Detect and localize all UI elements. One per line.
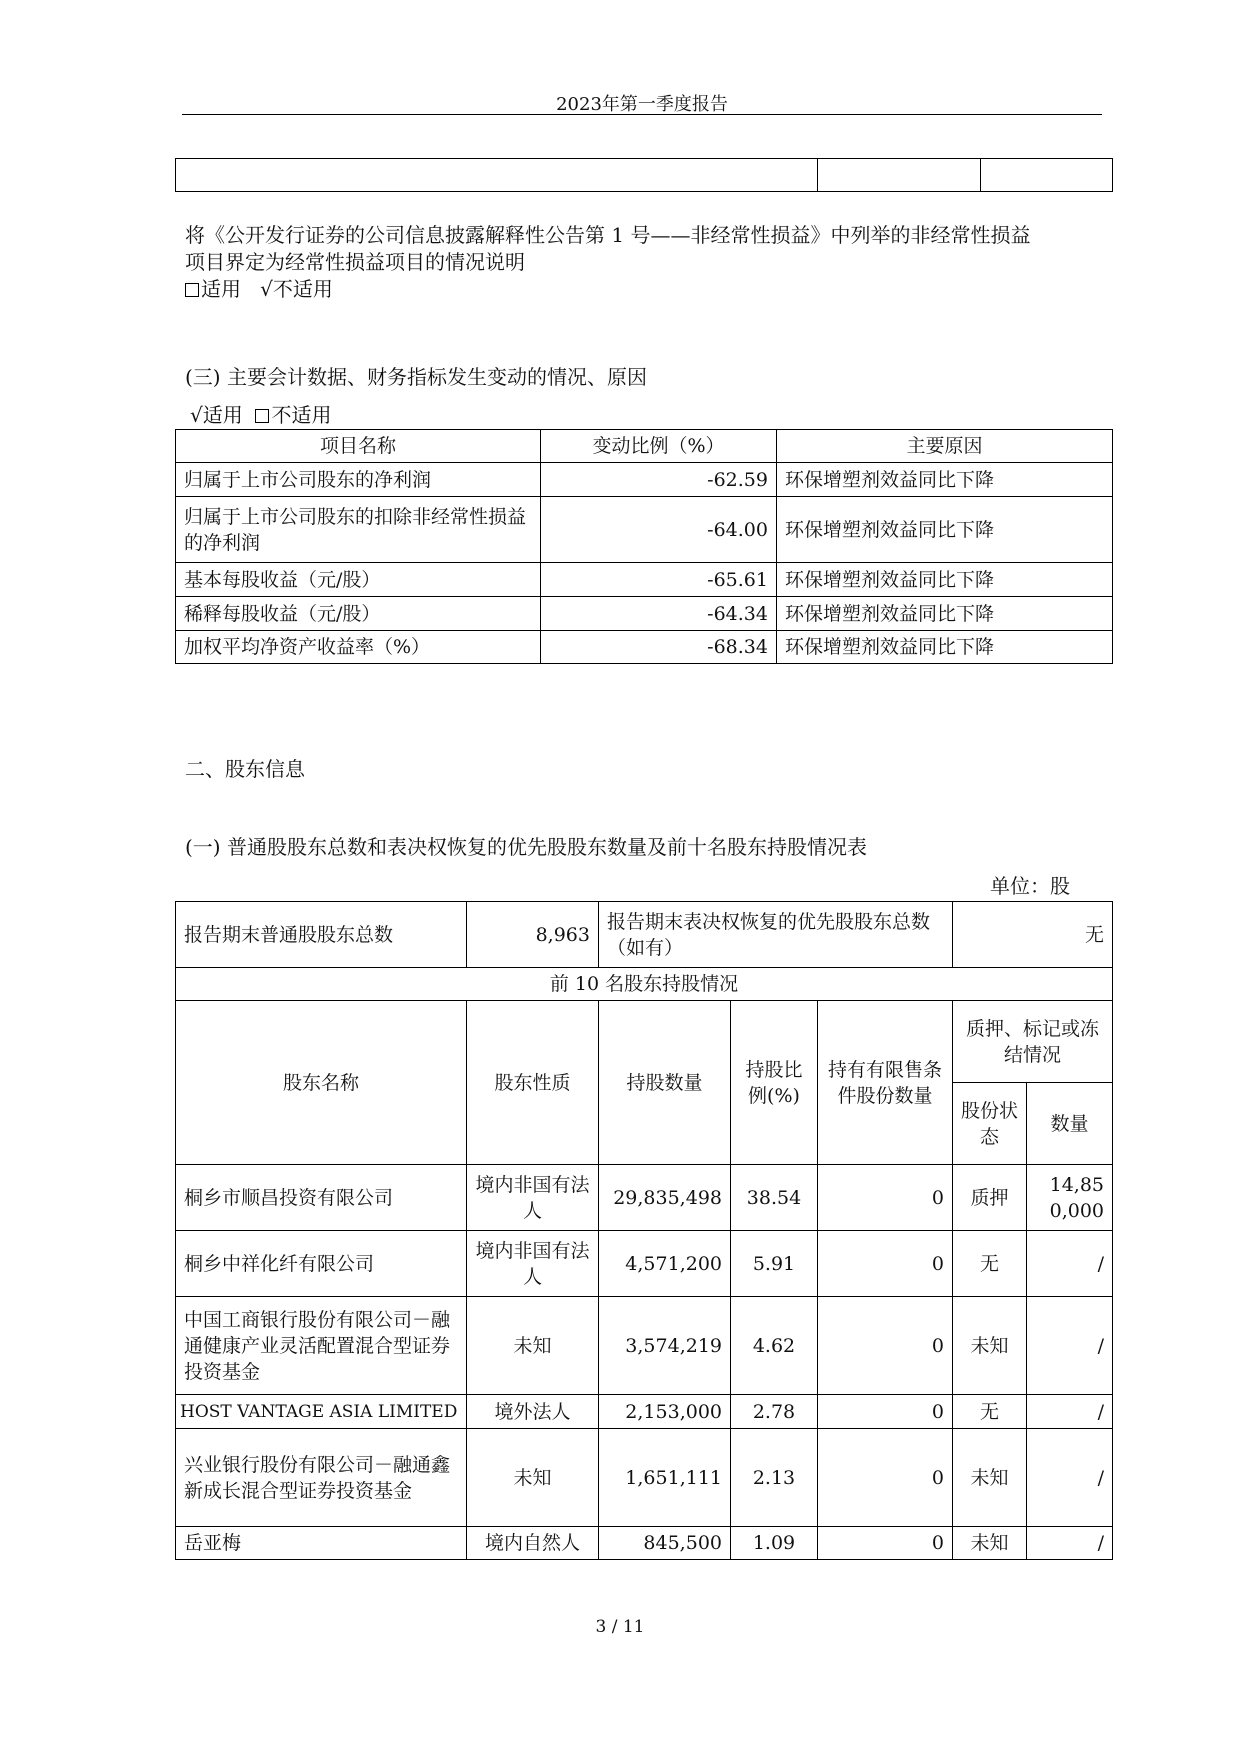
col-header-restricted: 持有有限售条件股份数量 bbox=[818, 1001, 953, 1165]
table-row bbox=[176, 463, 1113, 497]
table-row bbox=[176, 1395, 1113, 1429]
table-row bbox=[176, 1297, 1113, 1395]
holder-nature: 境内自然人 bbox=[467, 1527, 599, 1560]
preferred-holders-label: 报告期末表决权恢复的优先股股东总数（如有） bbox=[599, 902, 953, 968]
holder-nature: 未知 bbox=[467, 1429, 599, 1527]
holder-restricted: 0 bbox=[818, 1231, 953, 1297]
reason-cell: 环保增塑剂效益同比下降 bbox=[777, 631, 1113, 664]
holder-ratio: 2.13 bbox=[731, 1429, 818, 1527]
holder-nature: 未知 bbox=[467, 1297, 599, 1395]
holder-status: 未知 bbox=[953, 1429, 1027, 1527]
note-line-1: 将《公开发行证券的公司信息披露解释性公告第 1 号——非经常性损益》中列举的非经常性损益 bbox=[185, 223, 1031, 247]
col-header-ratio: 变动比例（%） bbox=[541, 430, 777, 463]
table-row bbox=[176, 1429, 1113, 1527]
reason-cell: 环保增塑剂效益同比下降 bbox=[777, 497, 1113, 563]
holder-name: 桐乡中祥化纤有限公司 bbox=[176, 1231, 467, 1297]
part2-heading: 二、股东信息 bbox=[185, 757, 305, 781]
holder-qty: / bbox=[1027, 1231, 1113, 1297]
checkbox-unchecked-icon bbox=[255, 409, 269, 423]
holder-status: 无 bbox=[953, 1231, 1027, 1297]
top10-title: 前 10 名股东持股情况 bbox=[176, 968, 1113, 1001]
holder-shares: 3,574,219 bbox=[599, 1297, 731, 1395]
table-row bbox=[176, 563, 1113, 597]
unit-label: 单位：股 bbox=[990, 874, 1070, 898]
holder-ratio: 38.54 bbox=[731, 1165, 818, 1231]
page-header: 2023年第一季度报告 bbox=[556, 94, 728, 115]
item-cell: 稀释每股收益（元/股） bbox=[176, 597, 541, 631]
holder-shares: 845,500 bbox=[599, 1527, 731, 1560]
section3-heading: (三) 主要会计数据、财务指标发生变动的情况、原因 bbox=[185, 365, 647, 389]
holder-ratio: 1.09 bbox=[731, 1527, 818, 1560]
holder-ratio: 2.78 bbox=[731, 1395, 818, 1429]
note-options bbox=[185, 276, 333, 303]
table-row bbox=[176, 597, 1113, 631]
total-holders-value: 8,963 bbox=[467, 902, 599, 968]
holder-name: 中国工商银行股份有限公司－融通健康产业灵活配置混合型证券投资基金 bbox=[176, 1297, 467, 1395]
holder-ratio: 5.91 bbox=[731, 1231, 818, 1297]
col-header-shares: 持股数量 bbox=[599, 1001, 731, 1165]
holder-status: 未知 bbox=[953, 1297, 1027, 1395]
opt-not-applicable: 不适用 bbox=[271, 403, 332, 427]
preferred-holders-value: 无 bbox=[953, 902, 1113, 968]
holder-nature: 境外法人 bbox=[467, 1395, 599, 1429]
col-header-pledge: 质押、标记或冻结情况 bbox=[953, 1001, 1113, 1083]
holder-restricted: 0 bbox=[818, 1429, 953, 1527]
col-header-ratio: 持股比例(%) bbox=[731, 1001, 818, 1165]
col-header-status: 股份状态 bbox=[953, 1083, 1027, 1165]
carryover-table bbox=[175, 158, 1113, 192]
holder-ratio: 4.62 bbox=[731, 1297, 818, 1395]
note-line-2: 项目界定为经常性损益项目的情况说明 bbox=[185, 250, 525, 274]
opt-applicable: 适用 bbox=[201, 277, 241, 301]
change-table bbox=[175, 429, 1113, 664]
holder-qty: / bbox=[1027, 1297, 1113, 1395]
holder-restricted: 0 bbox=[818, 1527, 953, 1560]
item-cell: 加权平均净资产收益率（%） bbox=[176, 631, 541, 664]
ratio-cell: -62.59 bbox=[541, 463, 777, 497]
holder-nature: 境内非国有法人 bbox=[467, 1165, 599, 1231]
total-holders-label: 报告期末普通股股东总数 bbox=[176, 902, 467, 968]
opt-applicable: 适用 bbox=[202, 403, 243, 427]
holder-restricted: 0 bbox=[818, 1395, 953, 1429]
holder-nature: 境内非国有法人 bbox=[467, 1231, 599, 1297]
table-row bbox=[176, 497, 1113, 563]
holder-qty: / bbox=[1027, 1527, 1113, 1560]
table-row bbox=[176, 1527, 1113, 1560]
page-number: 3 / 11 bbox=[595, 1617, 645, 1637]
holder-restricted: 0 bbox=[818, 1165, 953, 1231]
holder-status: 无 bbox=[953, 1395, 1027, 1429]
opt-not-applicable: 不适用 bbox=[272, 277, 333, 301]
holder-shares: 29,835,498 bbox=[599, 1165, 731, 1231]
col-header-reason: 主要原因 bbox=[777, 430, 1113, 463]
table-row bbox=[176, 1231, 1113, 1297]
holder-qty: 14,850,000 bbox=[1027, 1165, 1113, 1231]
holder-name: 岳亚梅 bbox=[176, 1527, 467, 1560]
ratio-cell: -68.34 bbox=[541, 631, 777, 664]
part2-sub-heading: (一) 普通股股东总数和表决权恢复的优先股股东数量及前十名股东持股情况表 bbox=[185, 835, 867, 859]
ratio-cell: -64.34 bbox=[541, 597, 777, 631]
item-cell: 归属于上市公司股东的净利润 bbox=[176, 463, 541, 497]
ratio-cell: -64.00 bbox=[541, 497, 777, 563]
item-cell: 基本每股收益（元/股） bbox=[176, 563, 541, 597]
check-mark-icon: √ bbox=[260, 277, 273, 301]
col-header-nature: 股东性质 bbox=[467, 1001, 599, 1165]
reason-cell: 环保增塑剂效益同比下降 bbox=[777, 563, 1113, 597]
empty-cell bbox=[818, 159, 981, 192]
empty-cell bbox=[981, 159, 1113, 192]
reason-cell: 环保增塑剂效益同比下降 bbox=[777, 597, 1113, 631]
table-row bbox=[176, 631, 1113, 664]
section3-options bbox=[190, 402, 331, 429]
holder-name: 桐乡市顺昌投资有限公司 bbox=[176, 1165, 467, 1231]
holder-shares: 2,153,000 bbox=[599, 1395, 731, 1429]
holder-qty: / bbox=[1027, 1395, 1113, 1429]
col-header-item: 项目名称 bbox=[176, 430, 541, 463]
ratio-cell: -65.61 bbox=[541, 563, 777, 597]
holder-name: 兴业银行股份有限公司－融通鑫新成长混合型证券投资基金 bbox=[176, 1429, 467, 1527]
table-row bbox=[176, 1165, 1113, 1231]
holder-restricted: 0 bbox=[818, 1297, 953, 1395]
shareholder-table bbox=[175, 901, 1113, 1560]
col-header-qty: 数量 bbox=[1027, 1083, 1113, 1165]
col-header-name: 股东名称 bbox=[176, 1001, 467, 1165]
holder-status: 未知 bbox=[953, 1527, 1027, 1560]
holder-shares: 4,571,200 bbox=[599, 1231, 731, 1297]
check-mark-icon: √ bbox=[190, 403, 203, 427]
header-rule bbox=[182, 114, 1102, 115]
holder-status: 质押 bbox=[953, 1165, 1027, 1231]
holder-qty: / bbox=[1027, 1429, 1113, 1527]
item-cell: 归属于上市公司股东的扣除非经常性损益的净利润 bbox=[176, 497, 541, 563]
reason-cell: 环保增塑剂效益同比下降 bbox=[777, 463, 1113, 497]
empty-cell bbox=[176, 159, 818, 192]
holder-name: HOST VANTAGE ASIA LIMITED bbox=[176, 1395, 467, 1429]
holder-shares: 1,651,111 bbox=[599, 1429, 731, 1527]
checkbox-unchecked-icon bbox=[185, 283, 199, 297]
